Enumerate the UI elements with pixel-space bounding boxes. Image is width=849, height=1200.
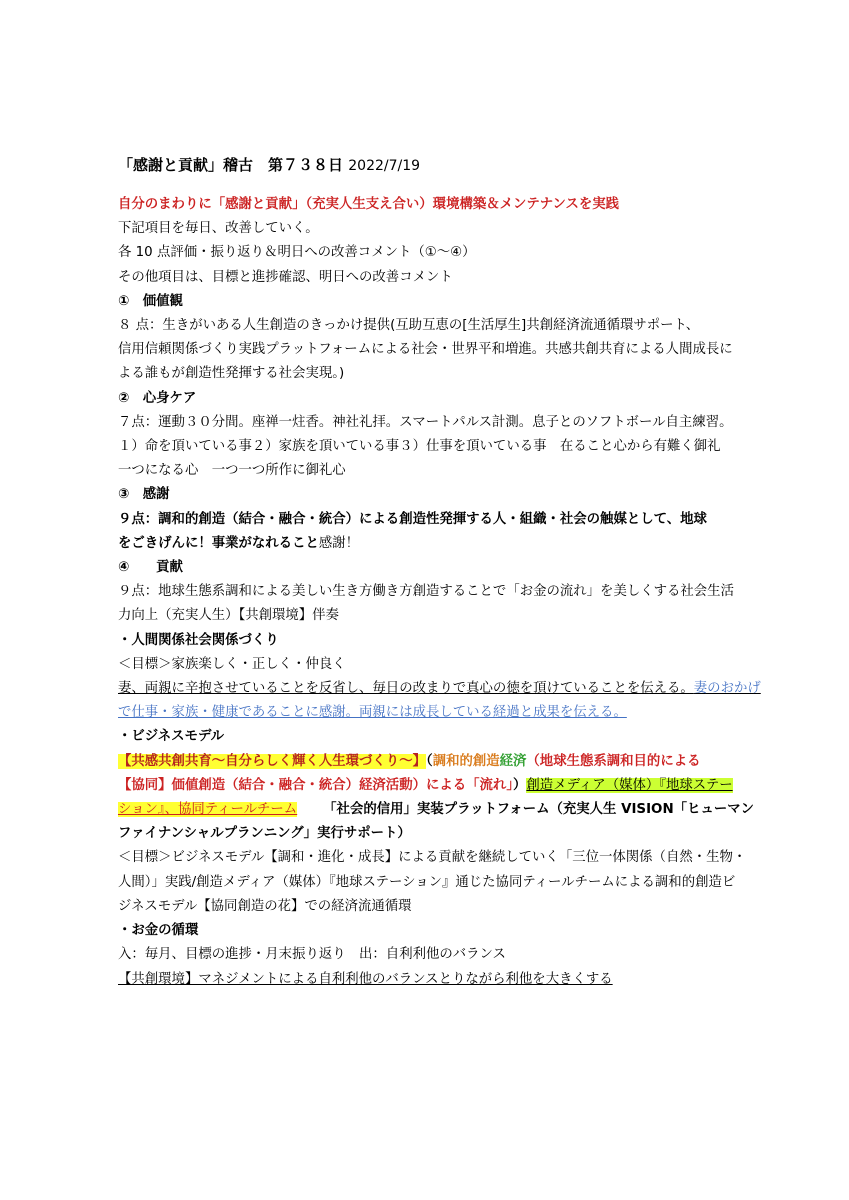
business-line-2-red: 【協同】価値創造（結合・融合・統合）経済活動）による「流れ」 [118,777,514,793]
business-line-3-highlight: ション』、協同ティールチーム [118,802,298,818]
business-line-1 [118,750,738,774]
section-heading-values: ① 価値観 [118,293,183,309]
section-heading-business-model: ・ビジネスモデル [118,729,225,745]
subtitle: 自分のまわりに「感謝と貢献」（充実人生支え合い）環境構築＆メンテナンスを実践 [118,197,620,212]
document-body [118,152,761,992]
values-line-3: よる誰もが創造性発揮する社会実現。) [118,366,345,382]
business-line-1-orange: 調和的創造 [432,753,500,769]
business-line-1-paren: （ [425,753,433,769]
body-care-line-3: 一つになる心 一つ一つ所作に御礼心 [118,463,346,479]
business-line-2-paren: ） [513,777,527,793]
business-line-2 [118,774,738,798]
money-line-2: 【共創環境】マネジメントによる自利利他のバランスとりながら利他を大きくする [118,971,613,987]
business-line-2-highlight: 創造メディア（媒体）『地球ステー [526,777,733,793]
section-heading-contribution: ④ 貢献 [118,560,183,576]
section-heading-gratitude: ③ 感謝 [118,487,170,503]
section-heading-relationships: ・人間関係社会関係づくり [118,632,279,648]
business-line-3 [118,798,754,822]
relationships-line-1-black: 妻、両親に辛抱させていることを反省し、毎日の改まりで真心の徳を頂けていることを伝える。 [118,681,694,697]
business-line-1-red: （地球生態系調和目的による [526,753,701,769]
intro-line-1: 下記項目を毎日、改善していく。 [118,221,319,237]
contribution-line-2: 力向上（充実人生）【共創環境】伴奏 [118,608,339,624]
relationships-goal: ＜目標＞家族楽しく・正しく・仲良く [118,656,346,672]
business-goal-line-3: ジネスモデル【協同創造の花】での経済流通循環 [118,898,412,914]
body-care-line-1: ７点：運動３０分間。座禅一炷香。神社礼拝。スマートパルス計測。息子とのソフトボール自主練習。 [118,414,733,430]
gratitude-line-2-bold: をごきげんに！事業がなれること [118,535,319,551]
intro-line-3: その他項目は、目標と進捗確認、明日への改善コメント [118,269,453,285]
money-line-1: 入：毎月、目標の進捗・月末振り返り 出：自利利他のバランス [118,947,506,963]
business-goal-line-2: 人間）」実践/創造メディア（媒体）『地球ステーション』通じた協同ティールチームによる調和的創造ビ [118,874,736,890]
relationships-line-1-blue: 妻のおかげ [693,681,761,697]
section-heading-body-care: ② 心身ケア [118,390,197,406]
business-goal-line-1: ＜目標＞ビジネスモデル【調和・進化・成長】による貢献を継続していく「三位一体関係（自然・生物・ [118,850,747,866]
gratitude-line-1: ９点：調和的創造（結合・融合・統合）による創造性発揮する人・組織・社会の触媒として、地球 [118,511,707,527]
relationships-line-2: で仕事・家族・健康であることに感謝。両親には成長している経過と成果を伝える。 [118,705,627,721]
values-line-1: ８ 点：生きがいある人生創造のきっかけ提供(互助互恵の[生活厚生]共創経済流通循環サポート、 [118,318,700,334]
gratitude-line-2-rest: 感謝！ [318,535,360,551]
title-date: 2022/7/19 [348,158,421,174]
title-text: 「感謝と貢献」稽古 第７３８日 [118,156,344,174]
business-line-1-highlight: 【共感共創共育～自分らしく輝く人生環づくり～】 [118,753,426,769]
business-line-3-bold: 「社会的信用」実装プラットフォーム（充実人生 VISION「ヒューマン [323,802,754,818]
business-line-1-green: 経済 [499,753,527,769]
body-care-line-2: １）命を頂いている事２）家族を頂いている事３）仕事を頂いている事 在ること心から有難く御礼 [118,439,721,455]
values-line-2: 信用信頼関係づくり実践プラットフォームによる社会・世界平和増進。共感共創共育による人間成長に [118,342,733,358]
document-title [118,152,738,179]
gratitude-line-2 [118,532,738,556]
business-line-4: ファイナンシャルプランニング」実行サポート） [118,826,411,842]
contribution-line-1: ９点：地球生態系調和による美しい生き方働き方創造することで「お金の流れ」を美しくする社会生活 [118,584,734,600]
relationships-line-1 [118,677,761,701]
section-heading-money-cycle: ・お金の循環 [118,923,199,939]
intro-line-2: 各 10 点評価・振り返り＆明日への改善コメント（①～④） [118,245,476,261]
